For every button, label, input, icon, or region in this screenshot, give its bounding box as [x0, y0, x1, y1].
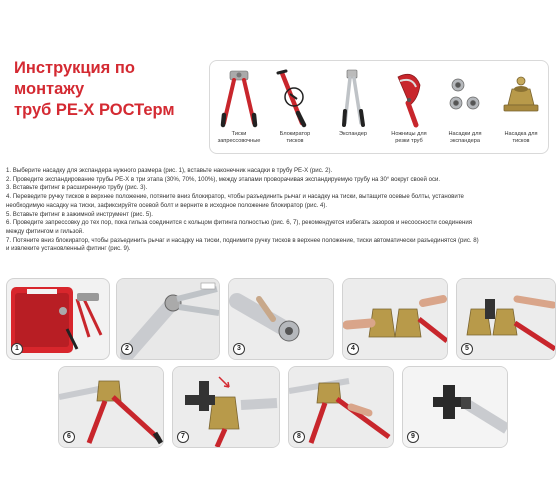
expander-icon: [330, 67, 376, 129]
instruction-steps: [6, 167, 554, 254]
step-text: 2. Проведите экспандирование трубы PE-X в три этапа (30%, 70%, 100%), между этапами проворачивая экспандируемую трубу на 30° вокруг своей оси.: [6, 175, 441, 183]
page-title: [14, 58, 204, 121]
tool-expander: [328, 67, 378, 138]
vise-blocker-icon: [272, 67, 318, 129]
tool-label: Тиски запрессовочные: [217, 131, 261, 144]
tool-label: Блокиратор тисков: [279, 131, 311, 144]
step-text: 3. Вставьте фитинг в расширенную трубу (рис. 3).: [6, 184, 148, 192]
photo-number-badge: 5: [461, 343, 473, 355]
photo-number-badge: 6: [63, 431, 75, 443]
step-text: 4. Переведите ручку тисков в верхнее положение, потяните вниз блокиратор, чтобы разъединить рычаг и насадку на тиски, вытащите осевые болты, установите: [6, 193, 464, 201]
step-text: и извлеките установленный фитинг (рис. 9).: [6, 245, 131, 253]
photo-8: [288, 366, 394, 448]
tool-pipe-cutter: [384, 67, 434, 145]
photo-number-badge: 2: [121, 343, 133, 355]
photo-number-badge: 1: [11, 343, 23, 355]
photo-1: [6, 278, 110, 360]
photo-number-badge: 9: [407, 431, 419, 443]
tools-panel: [209, 60, 549, 154]
pipe-cutter-icon: [386, 67, 432, 129]
photo-number-badge: 4: [347, 343, 359, 355]
tool-label: Насадка для тисков: [504, 131, 538, 144]
expander-heads-icon: [442, 67, 488, 129]
step-text: 5. Вставьте фитинг в зажимной инструмент (рис. 5).: [6, 210, 153, 218]
tool-expander-heads: [440, 67, 490, 145]
photo-2: [116, 278, 220, 360]
step-text: 6. Проведите запрессовку до тех пор, пока гильза соединится с кольцом фитинга полностью (рис. 6, 7), рекомендуется избегать зазоров и несоосности соединения: [6, 219, 473, 227]
photo-5: [456, 278, 556, 360]
photo-4: [342, 278, 448, 360]
photo-7: [172, 366, 280, 448]
tool-label: Ножницы для резки труб: [391, 131, 427, 144]
pressing-closeup-illustration: [173, 367, 280, 448]
photo-number-badge: 8: [293, 431, 305, 443]
vise-nozzle-icon: [498, 67, 544, 129]
tool-label: Насадки для экспандера: [448, 131, 482, 144]
photo-6: [58, 366, 164, 448]
step-text: необходимую насадку на тиски, зафиксируйте осевой болт и верните в исходное положение блокиратор (рис. 4).: [6, 201, 328, 209]
photo-9: [402, 366, 508, 448]
photo-number-badge: 7: [177, 431, 189, 443]
press-vise-icon: [216, 67, 262, 129]
tool-vise-nozzle: [496, 67, 546, 145]
photo-number-badge: 3: [233, 343, 245, 355]
tool-press-vise: [214, 67, 264, 145]
photo-3: [228, 278, 334, 360]
tool-vise-blocker: [270, 67, 320, 145]
tool-label: Экспандер: [338, 131, 368, 137]
step-text: 1. Выберите насадку для экспандера нужного размера (рис. 1), вставьте наконечник насадки в трубу PE-X (рис. 2).: [6, 167, 333, 174]
step-text: между фитингом и гильзой.: [6, 227, 84, 235]
title-line-1: Инструкция по монтажу: [14, 59, 135, 98]
step-text: 7. Потяните вниз блокиратор, чтобы разъединить рычаг и насадку на тиски, поднимите ручку тисков в верхнее положение, тиски автоматически разъединятся (рис. 8): [6, 236, 479, 244]
title-line-2: труб PE-X РОСТерм: [14, 101, 175, 119]
